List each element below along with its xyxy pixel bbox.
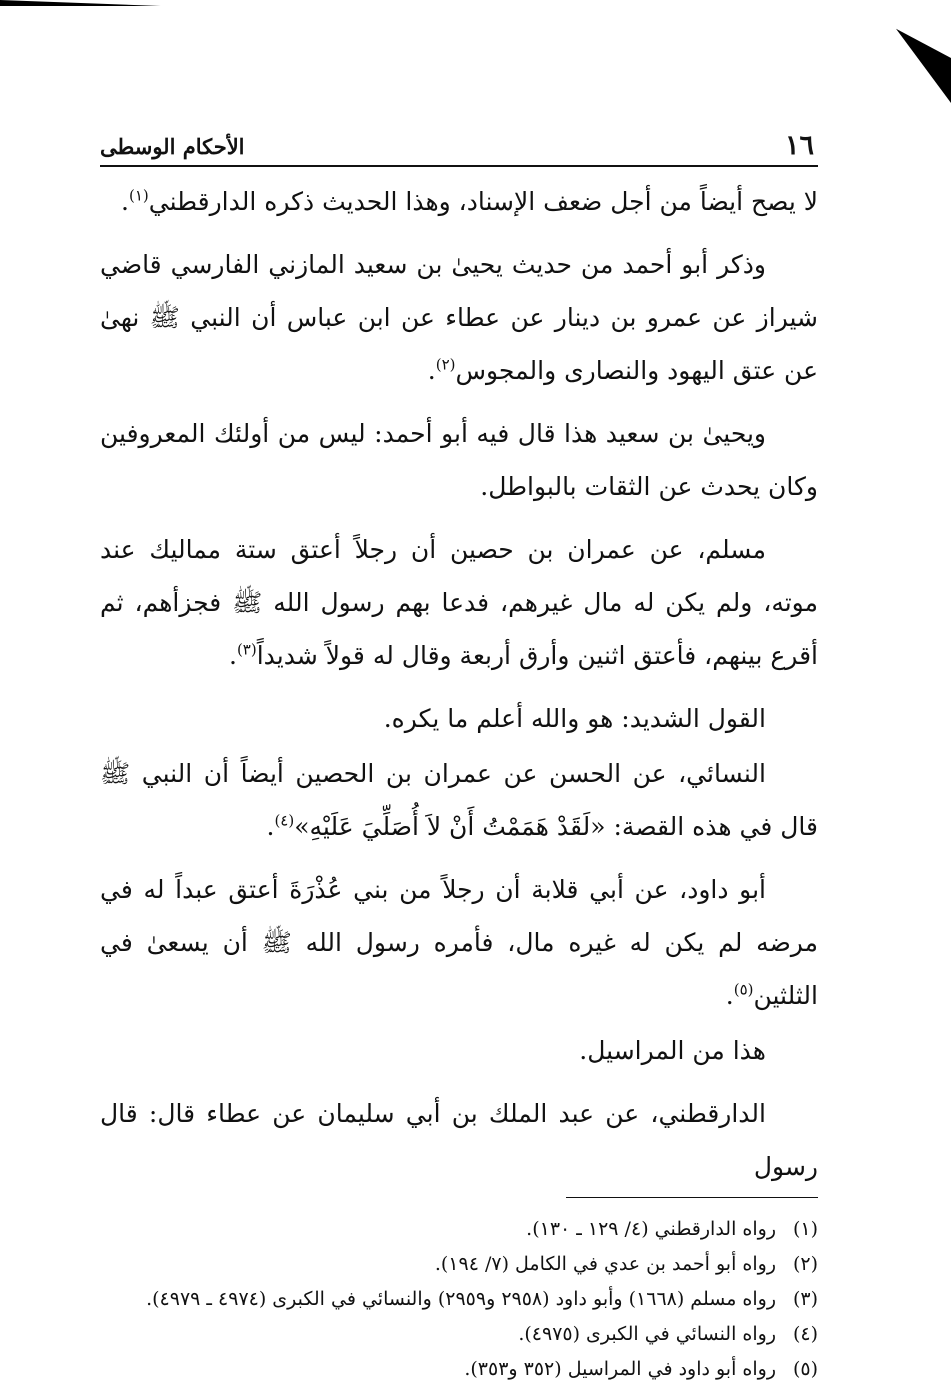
paragraph-2 (100, 238, 818, 397)
paragraph-end: . (725, 981, 734, 1010)
footnote-ref[interactable]: (٢) (435, 355, 456, 374)
paragraph-text: مسلم، عن عمران بن حصين أن رجلاً أعتق ستة مماليك عند موته، ولم يكن له مال غيرهم، فدعا بهم رسول الله ﷺ فجزأهم، ثم أقرع بينهم، فأعتق اثنين وأرق أربعة وقال له قولاً شديداً (100, 535, 818, 670)
footnote-text: رواه أبو أحمد بن عدي في الكامل (٧/ ١٩٤). (434, 1253, 776, 1275)
footnote-ref[interactable]: (٥) (733, 980, 754, 999)
paragraph-end: . (121, 187, 129, 216)
paragraph-end: . (427, 356, 436, 385)
footnote-number: (١) (792, 1218, 818, 1240)
footnote-ref[interactable]: (١) (128, 186, 149, 205)
footnote-1 (100, 1212, 818, 1247)
paragraph-9 (100, 1087, 818, 1193)
footnote-ref[interactable]: (٣) (236, 640, 257, 659)
paragraph-4 (100, 523, 818, 682)
paragraph-text: لا يصح أيضاً من أجل ضعف الإسناد، وهذا الحديث ذكره الدارقطني (148, 187, 818, 216)
paragraph-8 (100, 1024, 818, 1077)
paragraph-text: الدارقطني، عن عبد الملك بن أبي سليمان عن عطاء قال: قال رسول (100, 1099, 818, 1181)
footnote-5 (100, 1352, 818, 1387)
footnotes (100, 1212, 818, 1387)
paragraph-5 (100, 692, 818, 745)
paragraph-text: ويحيىٰ بن سعيد هذا قال فيه أبو أحمد: ليس من أولئك المعروفين وكان يحدث عن الثقات بالبواطل. (100, 419, 818, 501)
paragraph-text: النسائي، عن الحسن عن عمران بن الحصين أيضاً أن النبي ﷺ قال في هذه القصة: «لَقَدْ هَمَمْتُ أَنْ لاَ أُصَلِّيَ عَلَيْهِ» (100, 759, 818, 841)
paragraph-end: . (228, 641, 237, 670)
book-page (100, 130, 818, 1387)
main-text (100, 175, 818, 1193)
paragraph-7 (100, 863, 818, 1022)
scan-edge-corner (896, 29, 951, 103)
paragraph-3 (100, 407, 818, 513)
book-title: الأحكام الوسطى (100, 134, 245, 159)
footnote-text: رواه الدارقطني (٤/ ١٢٩ ـ ١٣٠). (526, 1218, 776, 1240)
footnote-2 (100, 1247, 818, 1282)
footnote-ref[interactable]: (٤) (274, 811, 295, 830)
paragraph-end: . (266, 812, 275, 841)
footnote-text: رواه النسائي في الكبرى (٤٩٧٥). (518, 1323, 776, 1345)
paragraph-text: هذا من المراسيل. (579, 1036, 766, 1065)
footnote-divider (566, 1197, 818, 1198)
footnote-text: رواه أبو داود في المراسيل (٣٥٢ و٣٥٣). (464, 1358, 776, 1380)
paragraph-text: القول الشديد: هو والله أعلم ما يكره. (383, 704, 766, 733)
page-number: ١٦ (784, 130, 814, 161)
footnote-number: (٤) (792, 1323, 818, 1345)
paragraph-1 (100, 175, 818, 228)
footnote-number: (٣) (792, 1288, 818, 1310)
running-header (100, 130, 818, 167)
paragraph-text: أبو داود، عن أبي قلابة أن رجلاً من بني عُذْرَةَ أعتق عبداً له في مرضه لم يكن له غيره مال، فأمره رسول الله ﷺ أن يسعىٰ في الثلثين (100, 875, 818, 1010)
footnote-4 (100, 1317, 818, 1352)
footnote-number: (٥) (792, 1358, 818, 1380)
scan-edge-top (0, 0, 400, 22)
footnote-3 (100, 1282, 818, 1317)
footnote-text: رواه مسلم (١٦٦٨) وأبو داود (٢٩٥٨ و٢٩٥٩) والنسائي في الكبرى (٤٩٧٤ ـ ٤٩٧٩). (146, 1288, 776, 1310)
paragraph-text: وذكر أبو أحمد من حديث يحيىٰ بن سعيد المازني الفارسي قاضي شيراز عن عمرو بن دينار عن عطاء عن ابن عباس أن النبي ﷺ نهىٰ عن عتق اليهود والنصارى والمجوس (100, 250, 818, 385)
footnote-number: (٢) (792, 1253, 818, 1275)
paragraph-6 (100, 747, 818, 853)
